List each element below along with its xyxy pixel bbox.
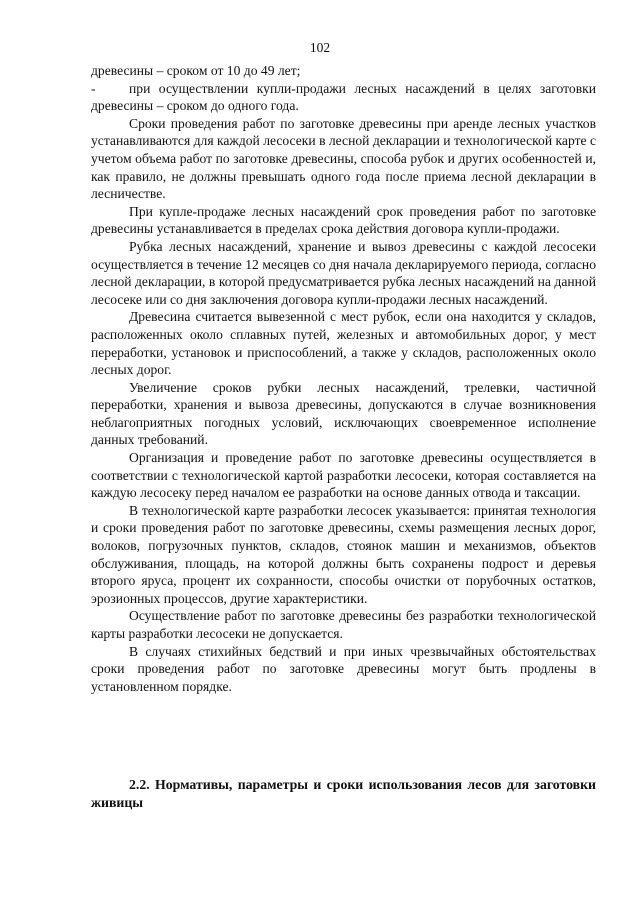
document-body <box>91 62 596 695</box>
paragraph: Увеличение сроков рубки лесных насаждений, трелевки, частичной переработки, хранения и вывоза древесины, допускаются в случае возникновения неблагоприятных погодных условий, исключающих своевременное исполнение данных требований. <box>91 379 596 448</box>
paragraph: В технологической карте разработки лесосек указывается: принятая технология и сроки проведения работ по заготовке древесины, схемы размещения лесных дорог, волоков, погрузочных пунктов, складов, стоянок машин и механизмов, объектов обслуживания, площадь, на которой должны быть сохранены подрост и деревья второго яруса, процент их сохранности, способы очистки от порубочных остатков, эрозионных процессов, другие характеристики. <box>91 502 596 606</box>
paragraph: Организация и проведение работ по заготовке древесины осуществляется в соответствии с технологической картой разработки лесосеки, которая составляется на каждую лесосеку перед началом ее разработки на основе данных отвода и таксации. <box>91 450 596 501</box>
paragraph: При купле-продаже лесных насаждений срок проведения работ по заготовке древесины устанавливается в пределах срока действия договора купли-продажи. <box>91 203 596 237</box>
paragraph: Сроки проведения работ по заготовке древесины при аренде лесных участков устанавливаются для каждой лесосеки в лесной декларации и технологической карте с учетом объема работ по заготовке древесины, способа рубок и других особенностей и, как правило, не должны превышать одного года после приема лесной декларации в лесничестве. <box>91 115 596 202</box>
paragraph: Рубка лесных насаждений, хранение и вывоз древесины с каждой лесосеки осуществляется в течение 12 месяцев со дня начала декларируемого периода, согласно лесной декларации, в которой предусматривается рубка лесных насаждений на данной лесосеке или со дня заключения договора купли-продажи леcных насаждений. <box>91 238 596 307</box>
paragraph-continuation: древесины – сроком от 10 до 49 лет; <box>91 63 301 78</box>
paragraph: В случаях стихийных бедствий и при иных чрезвычайных обстоятельствах сроки проведения работ по заготовке древесины могут быть продлены в установленном порядке. <box>91 643 596 694</box>
dash-marker: - <box>91 80 96 96</box>
page-number: 102 <box>309 40 331 55</box>
dash-list-item-text: при осуществлении купли-продажи лесных насаждений в целях заготовки древесины – сроком до одного года. <box>91 80 596 114</box>
paragraph: Древесина считается вывезенной с мест рубок, если она находится у складов, расположенных около сплавных путей, железных и автомобильных дорог, у мест переработки, установок и приспособлений, а также у складов, расположенных около лесных дорог. <box>91 309 596 378</box>
section-heading: 2.2. Нормативы, параметры и сроки использования лесов для заготовки живицы <box>91 777 596 810</box>
dash-list-item <box>91 80 596 115</box>
paragraph: Осуществление работ по заготовке древесины без разработки технологической карты разработки лесосеки не допускается. <box>91 608 596 641</box>
